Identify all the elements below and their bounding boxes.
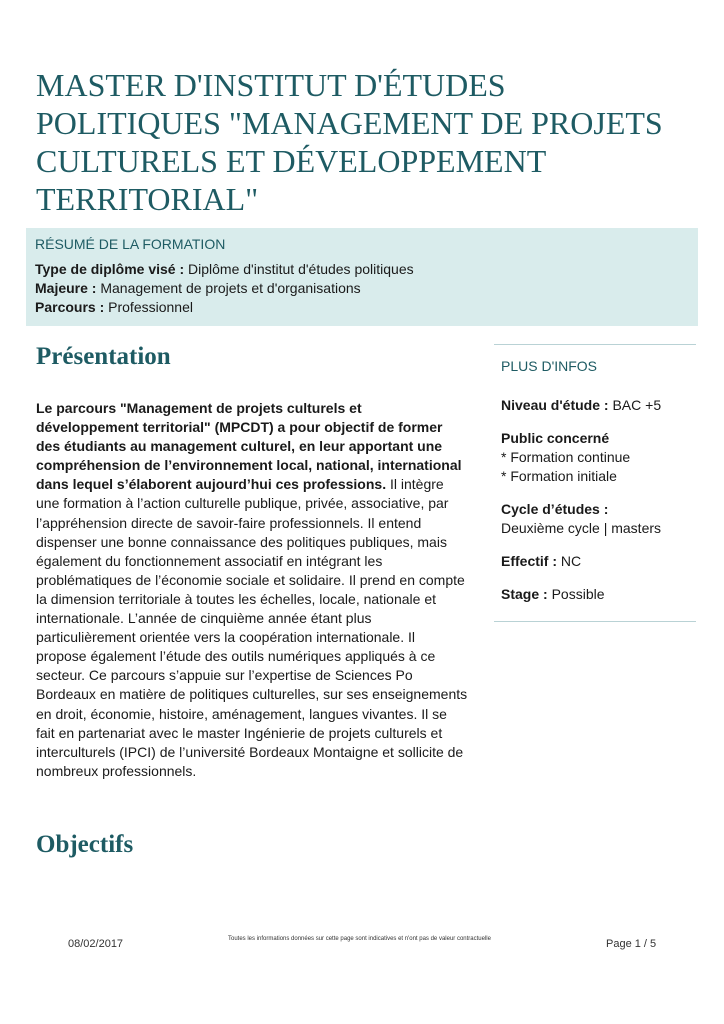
summary-value: Management de projets et d'organisations: [100, 280, 361, 296]
info-value: Deuxième cycle | masters: [501, 520, 662, 536]
summary-box: [26, 228, 698, 326]
info-label: Cycle d’études :: [501, 501, 609, 517]
info-value: BAC +5: [612, 397, 662, 413]
info-effectif: [501, 552, 689, 571]
summary-row-track: [35, 298, 689, 317]
summary-row-diploma: [35, 260, 689, 279]
presentation-body: Il intègre une formation à l’action culturelle publique, privée, associative, par l’appréhension directe de savoir-faire professionnels. Il entend dispenser une bonne connaissance des politiques publiques, mais également du fonctionnement associatif en intégrant les problématiques de l’économie sociale et solidaire. Il prend en compte la dimension territoriale à toutes les échelles, locale, nationale et internationale. L’année de cinquième année étant plus particulièrement orientée vers la coopération internationale. Il propose également l’étude des outils numériques appliqués à ce secteur. Ce parcours s’appuie sur l’expertise de Sciences Po Bordeaux en matière de politiques culturelles, sur ses enseignements en droit, économie, histoire, aménagement, langues vivantes. Il se fait en partenariat avec le master Ingénierie de projets culturels et interculturels (IPCI) de l’université Bordeaux Montaigne et sollicite de nombreux professionnels.: [36, 476, 468, 779]
summary-label: Parcours :: [35, 299, 105, 315]
summary-heading: RÉSUMÉ DE LA FORMATION: [35, 236, 226, 252]
info-sidebar: [494, 344, 696, 622]
info-value: NC: [560, 553, 582, 569]
info-cycle: [501, 500, 689, 538]
info-label: Effectif :: [501, 553, 557, 569]
presentation-heading: Présentation: [36, 343, 171, 370]
summary-value: Diplôme d'institut d'études politiques: [188, 261, 414, 277]
info-niveau: [501, 396, 689, 415]
info-value: Possible: [551, 586, 605, 602]
summary-row-major: [35, 279, 689, 298]
footer-page-number: Page 1 / 5: [606, 938, 657, 950]
objectifs-heading: Objectifs: [36, 831, 134, 858]
presentation-text: [36, 399, 468, 781]
list-item: * Formation continue: [501, 449, 631, 465]
info-label: Niveau d'étude :: [501, 397, 609, 413]
info-public: [501, 429, 689, 486]
info-stage: [501, 585, 689, 604]
summary-label: Type de diplôme visé :: [35, 261, 185, 277]
list-item: * Formation initiale: [501, 468, 617, 484]
info-label: Stage :: [501, 586, 548, 602]
summary-label: Majeure :: [35, 280, 97, 296]
info-label: Public concerné: [501, 430, 610, 446]
page-title: MASTER D'INSTITUT D'ÉTUDES POLITIQUES "MANAGEMENT DE PROJETS CULTURELS ET DÉVELOPPEMENT TERRITORIAL": [36, 67, 663, 217]
presentation-intro: Le parcours "Management de projets culturels et développement territorial" (MPCDT) a pour objectif de former des étudiants au management culturel, en leur apportant une compréhension de l’environnement local, national, international dans lequel s’élaborent aujourd’hui ces professions.: [36, 400, 462, 493]
summary-value: Professionnel: [108, 299, 193, 315]
sidebar-heading: PLUS D'INFOS: [501, 358, 598, 374]
footer-disclaimer: Toutes les informations données sur cette page sont indicatives et n'ont pas de valeur contractuelle: [228, 936, 491, 942]
footer-date: 08/02/2017: [68, 938, 124, 950]
